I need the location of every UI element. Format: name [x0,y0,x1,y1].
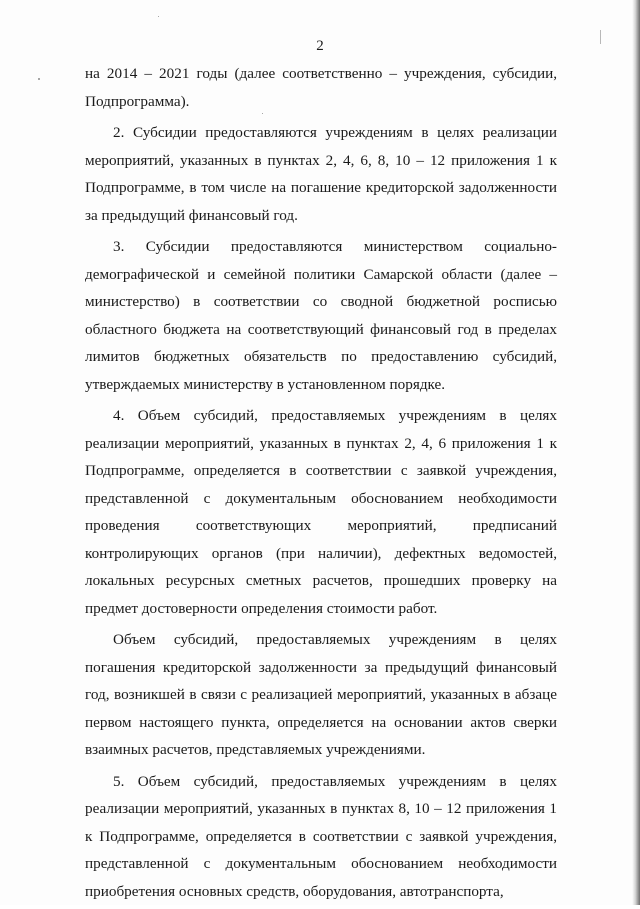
document-body [85,60,557,909]
paragraph: 3. Субсидии предоставляются министерством социально-демографической и семейной политики Самарской области (далее – министерство) в соответствии со сводной бюджетной росписью областного бюджета на соответствующий финансовый год в пределах лимитов бюджетных обязательств по предоставлению субсидий, утверждаемых министерству в установленном порядке. [85,238,557,393]
scan-edge-shadow [632,0,640,905]
page-number: 2 [316,38,324,54]
paragraph: 4. Объем субсидий, предоставляемых учреждениям в целях реализации мероприятий, указанных в пунктах 2, 4, 6 приложения 1 к Подпрограмме, определяется в соответствии с заявкой учреждения, представленной с документальным обоснованием необходимости проведения соответствующих мероприятий, предписаний контролирующих органов (при наличии), дефектных ведомостей, локальных ресурсных сметных расчетов, прошедших проверку на предмет достоверности определения стоимости работ. [85,407,557,617]
paragraph: 5. Объем субсидий, предоставляемых учреждениям в целях реализации мероприятий, указанных в пунктах 8, 10 – 12 приложения 1 к Подпрограмме, определяется в соответствии с заявкой учреждения, представленной с документальным обоснованием необходимости приобретения основных средств, оборудования, автотранспорта, [85,772,557,900]
paragraph: 2. Субсидии предоставляются учреждениям в целях реализации мероприятий, указанных в пунктах 2, 4, 6, 8, 10 – 12 приложения 1 к Подпрограмме, в том числе на погашение кредиторской задолженности за предыдущий финансовый год. [85,124,557,224]
paragraph: Объем субсидий, предоставляемых учреждениям в целях погашения кредиторской задолженности за предыдущий финансовый год, возникшей в связи с реализацией мероприятий, указанных в абзаце первом настоящего пункта, определяется на основании актов сверки взаимных расчетов, представляемых учреждениями. [85,631,557,758]
scan-speck [38,78,40,80]
scan-speck [158,16,159,17]
paragraph: на 2014 – 2021 годы (далее соответственно – учреждения, субсидии, Подпрограмма). [85,65,557,110]
